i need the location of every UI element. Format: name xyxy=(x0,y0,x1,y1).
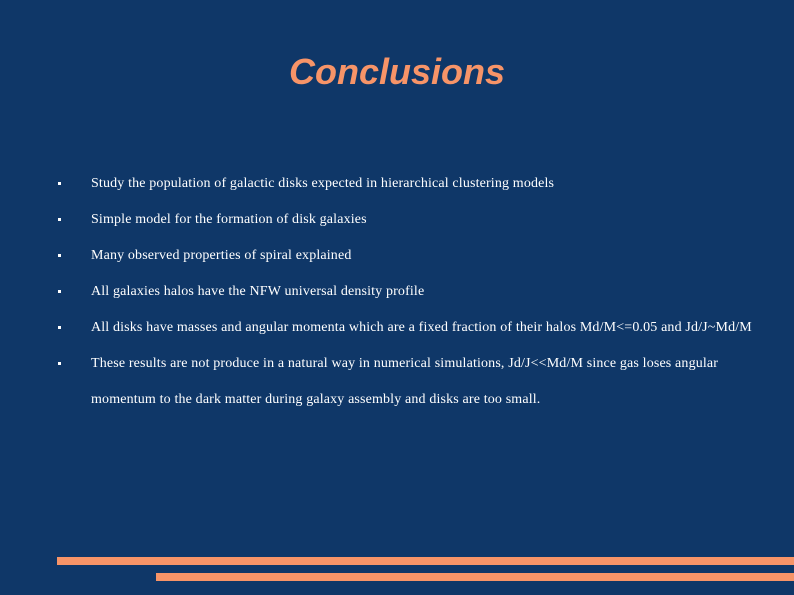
decorative-bar-top xyxy=(57,557,794,565)
bullet-text: Many observed properties of spiral explained xyxy=(91,248,352,263)
bullet-item xyxy=(52,202,752,238)
bullet-text: Simple model for the formation of disk galaxies xyxy=(91,212,367,227)
bullet-dot-icon xyxy=(58,326,61,329)
bullet-dot-icon xyxy=(58,362,61,365)
bullet-item xyxy=(52,238,752,274)
bullet-text: Study the population of galactic disks expected in hierarchical clustering models xyxy=(91,176,555,191)
bullet-item xyxy=(52,274,752,310)
bullet-item xyxy=(52,166,752,202)
bullet-dot-icon xyxy=(58,218,61,221)
decorative-bar-bottom xyxy=(156,573,794,581)
bullet-dot-icon xyxy=(58,182,61,185)
bullet-list xyxy=(52,166,752,418)
bullet-text: These results are not produce in a natural way in numerical simulations, Jd/J<<Md/M since gas loses angular momentum to the dark matter during galaxy assembly and disks are too small. xyxy=(91,356,719,407)
bullet-item xyxy=(52,346,752,418)
bullet-dot-icon xyxy=(58,254,61,257)
bullet-text: All galaxies halos have the NFW universal density profile xyxy=(91,284,425,299)
bullet-dot-icon xyxy=(58,290,61,293)
bullet-text: All disks have masses and angular momenta which are a fixed fraction of their halos Md/M<=0.05 and Jd/J~Md/M xyxy=(91,320,752,335)
bullet-item xyxy=(52,310,752,346)
slide-title: Conclusions xyxy=(288,51,506,92)
